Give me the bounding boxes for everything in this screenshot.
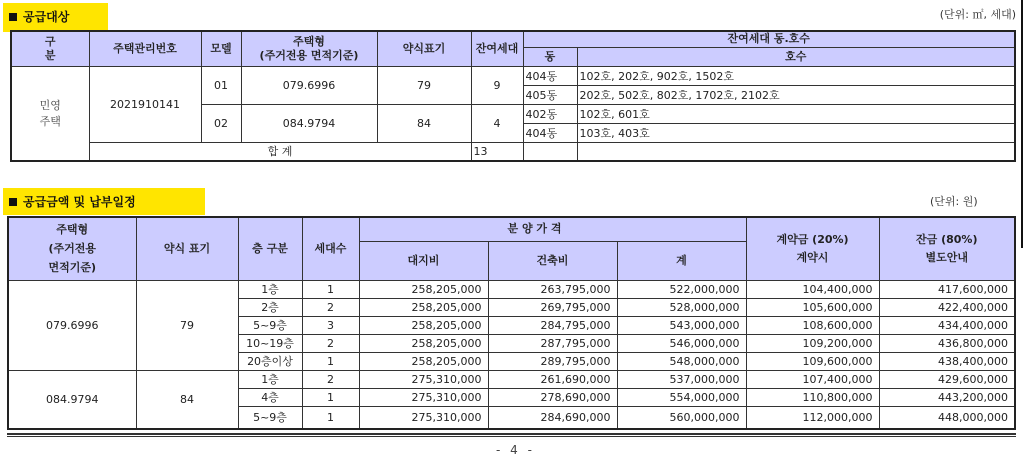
building-cell: 289,795,000 [488,352,617,370]
land-cell: 258,205,000 [359,298,488,316]
section-title-text: 공급금액 및 납부일정 [23,195,136,209]
floor-cell: 10~19층 [238,334,302,352]
total-label: 합 계 [89,142,471,161]
dong-cell: 405동 [523,85,577,104]
header-housing-type: 주택형 (주거전용 면적기준) [241,31,377,66]
deposit-cell: 107,400,000 [746,370,879,388]
building-cell: 284,690,000 [488,406,617,429]
floor-cell: 1층 [238,280,302,298]
ho-cell: 102호, 601호 [577,104,1015,123]
building-cell: 287,795,000 [488,334,617,352]
deposit-cell: 105,600,000 [746,298,879,316]
deposit-cell: 108,600,000 [746,316,879,334]
header-households: 세대수 [302,217,359,280]
households-cell: 2 [302,334,359,352]
deposit-cell: 110,800,000 [746,388,879,406]
sum-cell: 522,000,000 [617,280,746,298]
table-row [8,370,1015,388]
page-number: - 4 - [496,443,535,457]
header-short: 약식 표기 [136,217,238,280]
type-cell: 084.9794 [241,104,377,142]
empty-cell [577,142,1015,161]
land-cell: 258,205,000 [359,352,488,370]
category-cell: 민영 주택 [11,66,89,161]
households-cell: 1 [302,388,359,406]
building-cell: 284,795,000 [488,316,617,334]
land-cell: 275,310,000 [359,406,488,429]
total-row [11,142,1015,161]
floor-cell: 1층 [238,370,302,388]
sum-cell: 554,000,000 [617,388,746,406]
short-cell: 79 [377,66,471,104]
section-title-supply-target [3,3,108,32]
balance-cell: 422,400,000 [879,298,1015,316]
balance-cell: 448,000,000 [879,406,1015,429]
remaining-cell: 4 [471,104,523,142]
page-border [1021,0,1023,248]
header-floor: 층 구분 [238,217,302,280]
model-cell: 01 [201,66,241,104]
short-cell: 84 [377,104,471,142]
sum-cell: 537,000,000 [617,370,746,388]
type-cell: 079.6996 [241,66,377,104]
balance-cell: 434,400,000 [879,316,1015,334]
table-row [11,66,1015,85]
floor-cell: 2층 [238,298,302,316]
double-rule [7,433,1016,437]
ho-cell: 102호, 202호, 902호, 1502호 [577,66,1015,85]
header-remaining: 잔여세대 [471,31,523,66]
deposit-cell: 109,600,000 [746,352,879,370]
land-cell: 275,310,000 [359,370,488,388]
floor-cell: 4층 [238,388,302,406]
header-type: 주택형 (주거전용 면적기준) [8,217,136,280]
floor-cell: 20층이상 [238,352,302,370]
ho-cell: 202호, 502호, 802호, 1702호, 2102호 [577,85,1015,104]
header-balance: 잔금 (80%) 별도안내 [879,217,1015,280]
households-cell: 1 [302,352,359,370]
building-cell: 261,690,000 [488,370,617,388]
balance-cell: 436,800,000 [879,334,1015,352]
header-short: 약식표기 [377,31,471,66]
short-cell: 79 [136,280,238,370]
header-model: 모델 [201,31,241,66]
deposit-cell: 104,400,000 [746,280,879,298]
sum-cell: 528,000,000 [617,298,746,316]
sum-cell: 548,000,000 [617,352,746,370]
unit-label-2: (단위: 원) [930,195,978,208]
table-row [8,280,1015,298]
unit-label-1: (단위: ㎡, 세대) [939,8,1016,21]
square-bullet-icon [9,198,17,206]
building-cell: 278,690,000 [488,388,617,406]
price-schedule-table [7,216,1016,430]
households-cell: 1 [302,406,359,429]
supply-target-table [10,30,1016,162]
total-value: 13 [471,142,523,161]
header-sum: 계 [617,241,746,280]
building-cell: 263,795,000 [488,280,617,298]
header-dong: 동 [523,47,577,66]
header-ho: 호수 [577,47,1015,66]
balance-cell: 417,600,000 [879,280,1015,298]
empty-cell [523,142,577,161]
type-cell: 084.9794 [8,370,136,429]
dong-cell: 404동 [523,66,577,85]
sum-cell: 543,000,000 [617,316,746,334]
balance-cell: 438,400,000 [879,352,1015,370]
dong-cell: 404동 [523,123,577,142]
deposit-cell: 112,000,000 [746,406,879,429]
land-cell: 258,205,000 [359,334,488,352]
ho-cell: 103호, 403호 [577,123,1015,142]
dong-cell: 402동 [523,104,577,123]
type-cell: 079.6996 [8,280,136,370]
header-land: 대지비 [359,241,488,280]
land-cell: 275,310,000 [359,388,488,406]
section-title-text: 공급대상 [23,10,70,24]
short-cell: 84 [136,370,238,429]
header-building: 건축비 [488,241,617,280]
households-cell: 2 [302,370,359,388]
floor-cell: 5~9층 [238,406,302,429]
header-deposit: 계약금 (20%) 계약시 [746,217,879,280]
balance-cell: 443,200,000 [879,388,1015,406]
remaining-cell: 9 [471,66,523,104]
square-bullet-icon [9,13,17,21]
header-price: 분 양 가 격 [359,217,746,241]
sum-cell: 560,000,000 [617,406,746,429]
balance-cell: 429,600,000 [879,370,1015,388]
sum-cell: 546,000,000 [617,334,746,352]
mgmt-no-cell: 2021910141 [89,66,201,142]
model-cell: 02 [201,104,241,142]
building-cell: 269,795,000 [488,298,617,316]
header-mgmt-no: 주택관리번호 [89,31,201,66]
households-cell: 2 [302,298,359,316]
deposit-cell: 109,200,000 [746,334,879,352]
floor-cell: 5~9층 [238,316,302,334]
households-cell: 3 [302,316,359,334]
land-cell: 258,205,000 [359,316,488,334]
section-title-price-schedule [3,188,205,215]
header-remaining-units: 잔여세대 동.호수 [523,31,1015,47]
header-category: 구 분 [11,31,89,66]
households-cell: 1 [302,280,359,298]
land-cell: 258,205,000 [359,280,488,298]
